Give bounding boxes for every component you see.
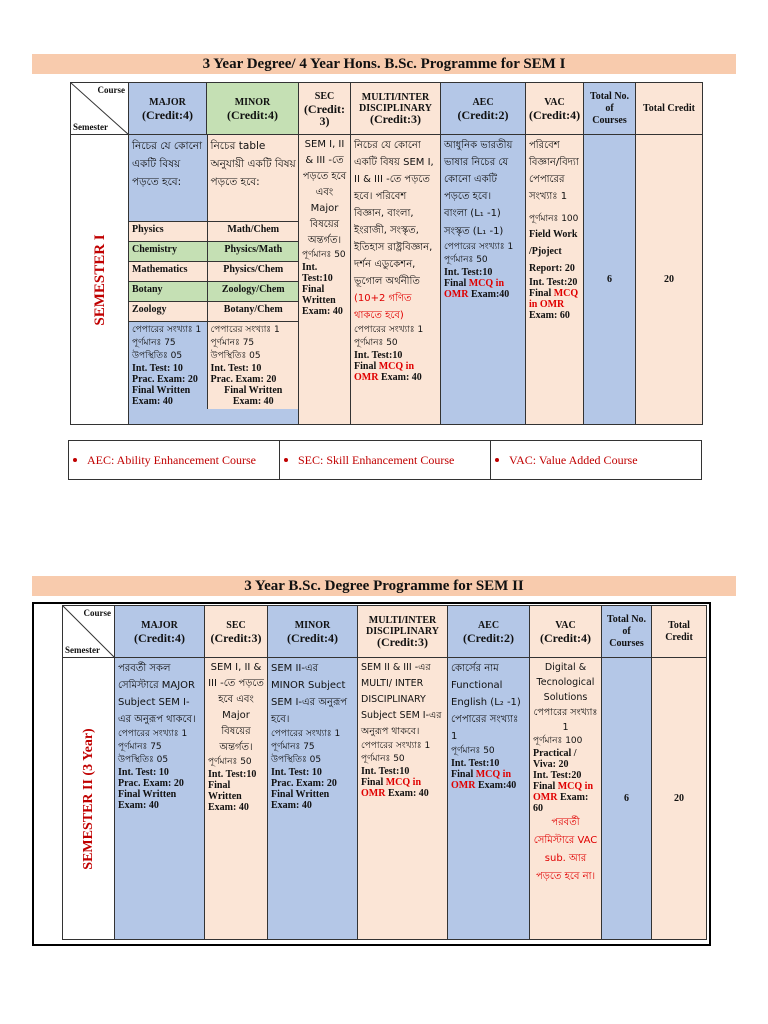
total-credit-value: 20: [652, 658, 707, 940]
aec-cell: কোর্সের নাম Functional English (L₂ -1) পেপারের সংখ্যাঃ 1 পূর্ণমানঃ 50 Int. Test:10 Final MCQ in OMR Exam:40: [448, 658, 530, 940]
header-minor: MINOR (Credit:4): [207, 83, 299, 135]
header-major: MAJOR (Credit:4): [129, 83, 207, 135]
header-minor: MINOR (Credit:4): [268, 606, 358, 658]
bullet-icon: [73, 458, 77, 462]
sem1-table: [70, 82, 703, 425]
minor-subject: Physics/Math: [207, 241, 299, 261]
sem2-banner: 3 Year B.Sc. Degree Programme for SEM II: [32, 576, 736, 596]
minor-subject: Botany/Chem: [207, 301, 299, 321]
minor-subject: Physics/Chem: [207, 261, 299, 281]
minor-marks: পেপারের সংখ্যাঃ 1 পূর্ণমানঃ 75 উপস্থিতিঃ 05 Int. Test: 10 Prac. Exam: 20 Final Written Exam: 40: [207, 321, 299, 409]
bullet-icon: [284, 458, 288, 462]
minor-subject: Math/Chem: [207, 221, 299, 241]
major-intro: নিচের যে কোনো একটি বিষয় পড়তে হবে:: [129, 135, 207, 221]
header-multidisciplinary: MULTI/INTER DISCIPLINARY (Credit:3): [358, 606, 448, 658]
vac-note: পরবর্তী সেমিস্টারে VAC sub. আর পড়তে হবে না।: [533, 817, 598, 882]
corner-cell: [71, 83, 129, 135]
major-subject: Mathematics: [129, 261, 207, 281]
header-vac: VAC (Credit:4): [530, 606, 602, 658]
minor-intro: নিচের table অনুযায়ী একটি বিষয় পড়তে হবে:: [207, 135, 299, 221]
multidisciplinary-cell: SEM II & III -এর MULTI/ INTER DISCIPLINARY Subject SEM I-এর অনুরূপ থাকবে। পেপারের সংখ্যাঃ 1 পূর্ণমানঃ 50 Int. Test:10 Final MCQ in OMR Exam: 40: [358, 658, 448, 940]
header-sec: SEC (Credit: 3): [299, 83, 351, 135]
sem2-table: [62, 605, 707, 940]
major-marks: পেপারের সংখ্যাঃ 1 পূর্ণমানঃ 75 উপস্থিতিঃ 05 Int. Test: 10 Prac. Exam: 20 Final Written Exam: 40: [129, 321, 207, 409]
minor-subject: Zoology/Chem: [207, 281, 299, 301]
corner-course: Course: [83, 608, 111, 618]
total-courses-value: 6: [584, 135, 636, 425]
semester-label: SEMESTER II (3 Year): [80, 727, 96, 870]
semester-label: SEMESTER I: [91, 233, 108, 326]
minor-cell: SEM II-এর MINOR Subject SEM I-এর অনুরূপ হবে। পেপারের সংখ্যাঃ 1 পূর্ণমানঃ 75 উপস্থিতিঃ 05 Int. Test: 10 Prac. Exam: 20 Final Written Exam: 40: [268, 658, 358, 940]
header-aec: AEC (Credit:2): [448, 606, 530, 658]
header-sec: SEC (Credit:3): [205, 606, 268, 658]
semester-label-cell: [63, 658, 115, 940]
aec-cell: আধুনিক ভারতীয় ভাষার নিচের যে কোনো একটি পড়তে হবে। বাংলা (L₁ -1) সংস্কৃত (L₁ -1) পেপারের সংখ্যাঃ 1 পূর্ণমানঃ 50 Int. Test:10 Final MCQ in OMR Exam:40: [441, 135, 526, 425]
legend-sec: SEC: Skill Enhancement Course: [280, 441, 491, 479]
header-vac: VAC (Credit:4): [526, 83, 584, 135]
bullet-icon: [495, 458, 499, 462]
major-minor-cell: [129, 135, 299, 425]
header-total-courses: Total No. of Courses: [584, 83, 636, 135]
corner-cell: [63, 606, 115, 658]
major-cell: পরবর্তী সকল সেমিস্টারে MAJOR Subject SEM I-এর অনুরূপ থাকবে। পেপারের সংখ্যাঃ 1 পূর্ণমানঃ 75 উপস্থিতিঃ 05 Int. Test: 10 Prac. Exam: 20 Final Written Exam: 40: [115, 658, 205, 940]
vac-cell: পরিবেশ বিজ্ঞান/বিদ্যা পেপারের সংখ্যাঃ 1 পূর্ণমানঃ 100 Field Work /Pjoject Report: 20 Int. Test:20 Final MCQ in OMR Exam: 60: [526, 135, 584, 425]
header-total-credit: Total Credit: [636, 83, 703, 135]
header-major: MAJOR (Credit:4): [115, 606, 205, 658]
legend-vac: VAC: Value Added Course: [491, 441, 701, 479]
total-courses-value: 6: [602, 658, 652, 940]
corner-semester: Semester: [73, 122, 108, 132]
sec-cell: SEM I, II & III -তে পড়তে হবে এবং Major বিষয়ের অন্তর্গত। পূর্ণমানঃ 50 Int. Test:10 Final Written Exam: 40: [205, 658, 268, 940]
total-credit-value: 20: [636, 135, 703, 425]
header-total-courses: Total No. of Courses: [602, 606, 652, 658]
vac-cell: Digital & Tecnological Solutions পেপারের সংখ্যাঃ 1 পূর্ণমানঃ 100 Practical / Viva: 20 Int. Test:20 Final MCQ in OMR Exam: 60 পরবর্তী সেমিস্টারে VAC sub. আর পড়তে হবে না।: [530, 658, 602, 940]
legend-aec: AEC: Ability Enhancement Course: [69, 441, 280, 479]
header-multidisciplinary: MULTI/INTER DISCIPLINARY (Credit:3): [351, 83, 441, 135]
header-total-credit: Total Credit: [652, 606, 707, 658]
corner-semester: Semester: [65, 645, 100, 655]
major-subject: Zoology: [129, 301, 207, 321]
major-subject: Chemistry: [129, 241, 207, 261]
major-subject: Physics: [129, 221, 207, 241]
major-subject: Botany: [129, 281, 207, 301]
legend: [68, 440, 702, 480]
corner-course: Course: [97, 85, 125, 95]
header-aec: AEC (Credit:2): [441, 83, 526, 135]
sem1-banner: 3 Year Degree/ 4 Year Hons. B.Sc. Programme for SEM I: [32, 54, 736, 74]
semester-label-cell: [71, 135, 129, 425]
sec-cell: SEM I, II & III -তে পড়তে হবে এবং Major বিষয়ের অন্তর্গত। পূর্ণমানঃ 50 Int. Test:10 Final Written Exam: 40: [299, 135, 351, 425]
multidisciplinary-cell: নিচের যে কোনো একটি বিষয় SEM I, II & III -তে পড়তে হবে। পরিবেশ বিজ্ঞান, বাংলা, ইংরাজী, সংস্কৃত, ইতিহাস রাষ্ট্রবিজ্ঞান, দর্শন এডুকেশন, ভূগোল অর্থনীতি (10+2 গণিত থাকতে হবে) পেপারের সংখ্যাঃ 1 পূর্ণমানঃ 50 Int. Test:10 Final MCQ in OMR Exam: 40: [351, 135, 441, 425]
